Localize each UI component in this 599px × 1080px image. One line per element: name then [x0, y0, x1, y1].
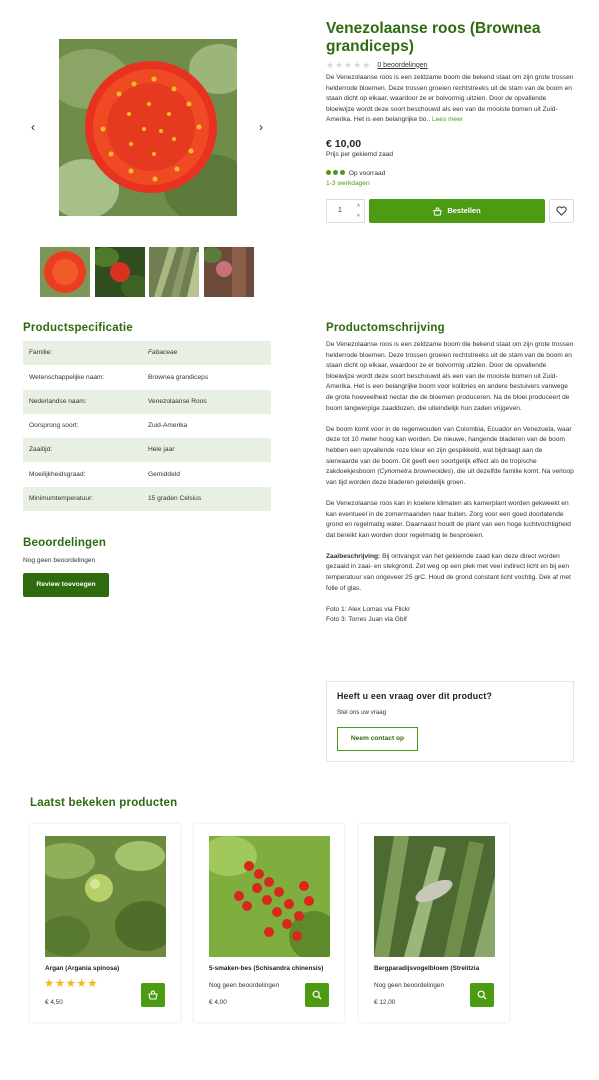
question-subtitle: Stel ons uw vraag [337, 709, 387, 716]
description-title: Productomschrijving [326, 322, 445, 334]
product-card-rating: Nog geen beoordelingen [374, 982, 445, 989]
description-paragraph [326, 552, 576, 594]
product-card-rating: Nog geen beoordelingen [209, 982, 280, 989]
stock-status [326, 169, 385, 179]
product-card[interactable] [359, 824, 509, 1022]
wishlist-button[interactable] [549, 199, 574, 223]
spec-label: Nederlandse naam: [29, 397, 87, 405]
view-product-button[interactable] [305, 983, 329, 1007]
spec-row [23, 365, 271, 389]
search-icon [312, 990, 322, 1000]
contact-button[interactable]: Neem contact op [337, 727, 418, 751]
description-text: ), die uit dezelfde familie komt. Na verloop van tijd worden deze bladeren geleidelijk groen. [326, 468, 574, 486]
price-note: Prijs per gekiemd zaad [326, 151, 394, 158]
product-card-name[interactable]: 5-smaken-bes (Schisandra chinensis) [209, 965, 324, 972]
rating-stars-icon: ★★★★★ [44, 978, 99, 990]
chevron-down-icon[interactable]: ˅ [357, 213, 360, 219]
spec-row [23, 438, 271, 462]
product-card-name[interactable]: Bergparadijsvogelbloem (Strelitzia [374, 965, 480, 972]
recent-products-title: Laatst bekeken producten [30, 797, 178, 809]
spec-label: Wetenschappelijke naam: [29, 373, 105, 381]
description-body [326, 340, 576, 626]
order-button[interactable] [369, 199, 545, 223]
gallery-next-arrow-icon[interactable]: › [259, 120, 263, 134]
thumbnail-2[interactable] [95, 247, 145, 297]
product-card-image[interactable] [209, 836, 330, 957]
spec-value: Zuid-Amerika [148, 422, 188, 430]
spec-label: Moeilijkheidsgraad: [29, 470, 86, 478]
view-product-button[interactable] [470, 983, 494, 1007]
spec-value: Hele jaar [148, 446, 175, 454]
gallery-prev-arrow-icon[interactable]: ‹ [31, 120, 35, 134]
description-paragraph [326, 425, 576, 489]
spec-row [23, 487, 271, 511]
spec-row [23, 390, 271, 414]
spec-title: Productspecificatie [23, 322, 133, 334]
short-description [326, 73, 576, 126]
product-title: Venezolaanse roos (Brownea grandiceps) [326, 20, 541, 55]
description-paragraph: De Venezolaanse roos kan in koelere klimaten als kamerplant worden gekweekt en kan eventueel in de zomermaanden naar buiten. Zorg voor een goed doorlatende grond en regelmatig water. Daarnaast houdt de plant van een hoge luchtvochtigheid dat bereikt kan worden door regelmatig te besproeien. [326, 499, 571, 539]
sowing-text: Bij ontvangst van het gekiemde zaad kan deze direct worden gezaaid in zaai- en stekgrond. Zet weg op een plek met veel indirect licht en bij een temperatuur van ongeveer 25 grC. Houd de grond constant licht vochtig. Dek af met folie of glas. [326, 552, 571, 592]
thumbnail-1[interactable] [40, 247, 90, 297]
spec-value: Venezolaanse Roos [148, 397, 207, 405]
quantity-stepper[interactable] [326, 199, 365, 223]
description-italic: Cynometra browneoides [379, 468, 451, 476]
add-review-button[interactable]: Review toevoegen [23, 573, 109, 597]
spec-row [23, 414, 271, 438]
question-box [326, 681, 574, 762]
main-product-image[interactable] [59, 39, 237, 216]
spec-value: Gemiddeld [148, 470, 180, 478]
question-title: Heeft u een vraag over dit product? [337, 691, 493, 701]
reviews-link[interactable]: 0 beoordelingen [377, 61, 428, 69]
reviews-title: Beoordelingen [23, 537, 107, 549]
basket-icon [148, 990, 158, 1000]
product-card[interactable] [194, 824, 344, 1022]
spec-table [23, 341, 271, 511]
spec-label: Oorsprong soort: [29, 422, 79, 430]
rating-row [326, 59, 428, 73]
spec-value: Brownea grandiceps [148, 373, 209, 381]
product-card[interactable] [30, 824, 180, 1022]
product-card-name[interactable]: Argan (Argania spinosa) [45, 965, 120, 972]
product-price: € 10,00 [326, 138, 362, 150]
spec-label: Minimumtemperatuur: [29, 494, 94, 502]
spec-row [23, 462, 271, 486]
chevron-up-icon[interactable]: ˄ [357, 203, 360, 209]
order-button-label: Bestellen [447, 206, 481, 216]
short-description-text: De Venezolaanse roos is een zeldzame boom die bekend staat om zijn grote trossen helderrode bloemen. Deze trossen groeien rechtstreeks uit de stam van de boom en staan dicht op elkaar, waardoor ze er bolvormig uitzien. Door de opvallende bloeiwijze wordt deze soort beschouwd als een van de mooiste bomen uit Zuid-Amerika. Het is een belangrijke bo.. [326, 74, 574, 124]
product-card-image[interactable] [45, 836, 166, 957]
thumbnail-4[interactable] [204, 247, 254, 297]
product-card-image[interactable] [374, 836, 495, 957]
search-icon [477, 990, 487, 1000]
stock-label: Op voorraad [348, 170, 386, 177]
spec-label: Zaaitijd: [29, 446, 53, 454]
add-to-cart-button[interactable] [141, 983, 165, 1007]
basket-icon [433, 207, 442, 216]
no-reviews-text: Nog geen beoordelingen [23, 557, 96, 564]
photo-credit: Foto 3: Torres Juan via Gbif [326, 616, 407, 624]
read-more-link[interactable]: Lees meer [431, 116, 464, 124]
spec-value: 15 graden Celsius [148, 494, 202, 502]
stock-dots-icon [326, 169, 345, 179]
delivery-time: 1-3 werkdagen [326, 180, 370, 187]
spec-row [23, 341, 271, 365]
thumbnail-3[interactable] [149, 247, 199, 297]
heart-icon [556, 206, 567, 216]
rating-stars-icon: ★★★★★ [326, 60, 372, 70]
quantity-arrows[interactable] [353, 201, 364, 221]
product-card-price: € 4,00 [209, 999, 227, 1006]
description-paragraph: De Venezolaanse roos is een zeldzame boom die bekend staat om zijn grote trossen helderrode bloemen. Deze trossen groeien rechtstreeks uit de stam van de boom en staan dicht op elkaar, waardoor ze er bolvormig uitzien. Door de opvallende bloeiwijze wordt deze soort beschouwd als een van de mooiste bomen uit Zuid-Amerika. Het is een belangrijke boom voor kolibries en andere bestuivers vanwege de grote hoeveelheid nectar die de bloemen produceren. Na de bloei produceert de boom langwerpige zaaddozen, die uiteindelijk hun zaden vrijgeven. [326, 341, 574, 412]
description-text: De boom komt voor in de regenwouden van Colombia, Ecuador en Venezuela, waar deze tot 10 meter hoog kan worden. De nieuwe, hangende bladeren van de boom hebben een opvallende roze kleur en zijn gespikkeld, wat bijdraagt aan de sierwaarde van de boom. Dit geeft een soortgelijk effect als de tropische zakdoekjesboom ( [326, 425, 572, 476]
quantity-value[interactable]: 1 [338, 206, 342, 214]
product-card-price: € 4,50 [45, 999, 63, 1006]
photo-credit: Foto 1: Alex Lomas via Flickr [326, 605, 411, 613]
sowing-label: Zaaibeschrijving: [326, 552, 381, 560]
product-card-price: € 12,00 [374, 999, 396, 1006]
spec-label: Familie: [29, 349, 53, 357]
spec-value: Fabaceae [148, 349, 178, 357]
